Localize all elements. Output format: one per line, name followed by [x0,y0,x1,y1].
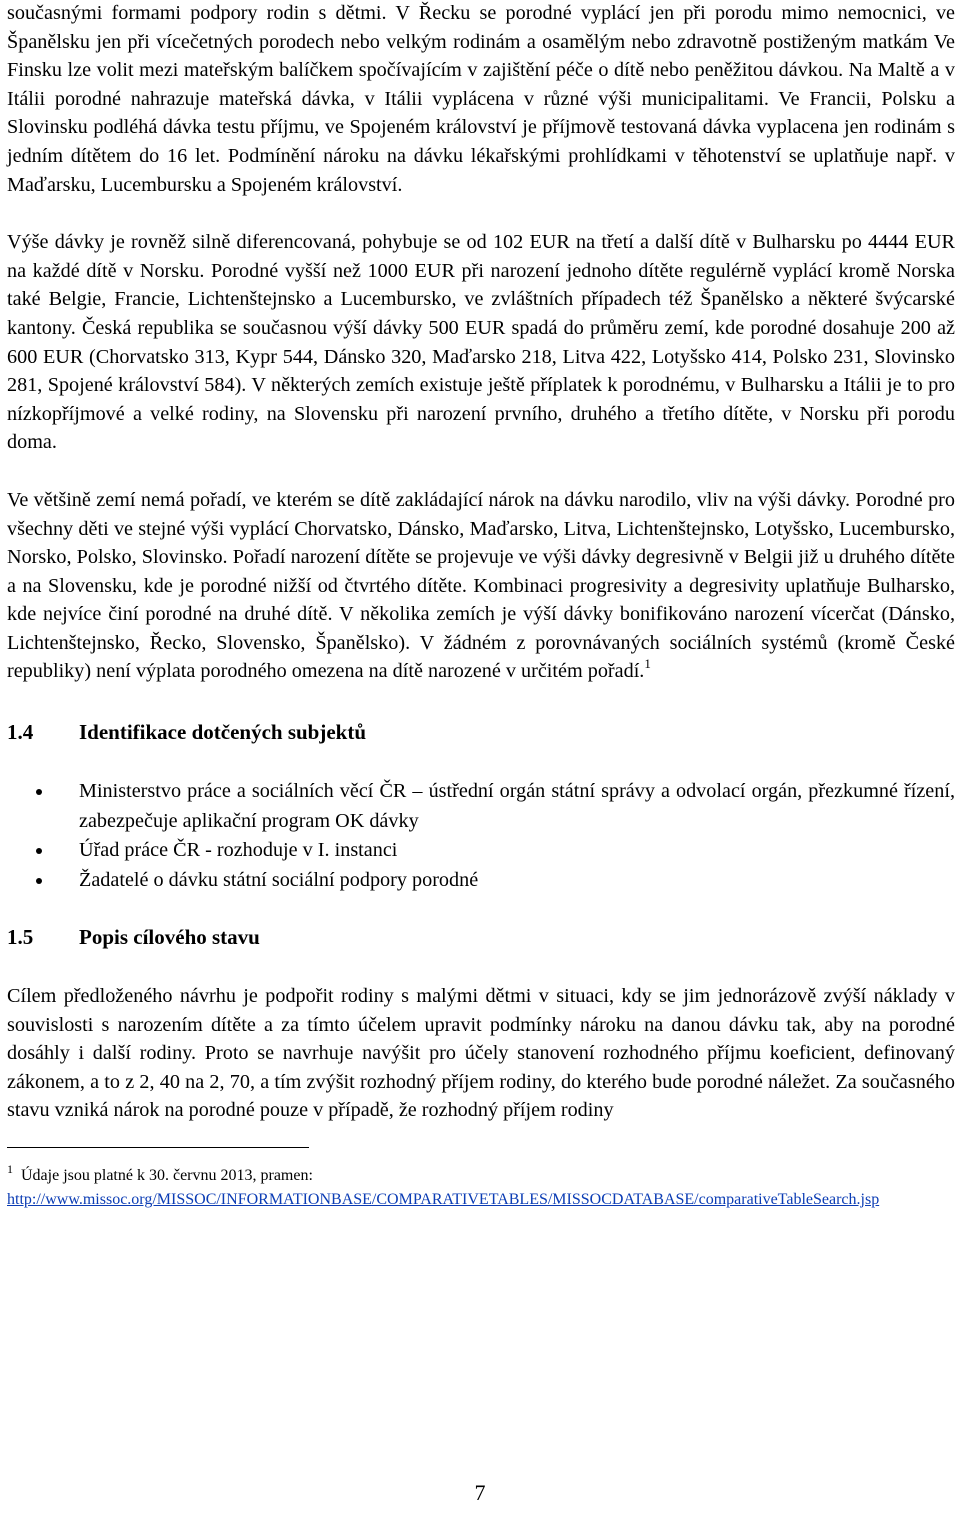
section-title: Identifikace dotčených subjektů [79,720,367,745]
paragraph-benefit-conditions: současnými formami podpory rodin s dětmi. V Řecku se porodné vyplácí jen při porodu mimo nemocnici, ve Španělsku jen při vícečetných porodech nebo velkým rodinám a osamělým nebo zdravotně postiženým matkám Ve Finsku lze volit mezi mateřským balíčkem spočívajícím v zajištění péče o dítě nebo peněžitou dávkou. Na Maltě a v Itálii porodné nahrazuje mateřská dávka, v Itálii vyplácena v různé výši municipalitami. Ve Francii, Polsku a Slovinsku podléhá dávka testu příjmu, ve Spojeném království je příjmově testovaná dávka vyplacena jen rodinám s jedním dítětem do 16 let. Podmínění nároku na dávku lékařskými prohlídkami v těhotenství se uplatňuje např. v Maďarsku, Lucembursku a Spojeném království. [7,2,955,196]
affected-entities-list [7,777,955,895]
paragraph-birth-order-text: Ve většině zemí nemá pořadí, ve kterém se dítě zakládající nárok na dávku narodilo, vliv na výši dávky. Porodné pro všechny děti ve stejné výši vyplácí Chorvatsko, Dánsko, Maďarsko, Litva, Lichtenštejnsko, Lotyšsko, Lucembursko, Norsko, Polsko, Slovinsko. Pořadí narození dítěte se projevuje ve výši dávky degresivně v Belgii již u druhého dítěte a na Slovensku, kde je porodné nižší od čtvrtého dítěte. Kombinaci progresivity a degresivity uplatňuje Bulharsko, kde nejvíce činí porodné na druhé dítě. V několika zemích je výší dávky bonifikováno narození vícerčat (Dánsko, Lichtenštejnsko, Řecko, Slovensko, Španělsko). V žádném z porovnávaných sociálních systémů (kromě České republiky) není výplata porodného omezena na dítě narozené v určitém pořadí. [7,488,955,683]
paragraph-target-state: Cílem předloženého návrhu je podpořit rodiny s malými dětmi v situaci, kdy se jim jednorázově zvýší náklady v souvislosti s narozením dítěte a za tímto účelem upravit podmínky nároku na danou dávku tak, aby na porodné dosáhly i další rodiny. Proto se navrhuje navýšit pro účely stanovení rozhodného příjmu koeficient, definovaný zákonem, a to z 2, 40 na 2, 70, a tím zvýšit rozhodný příjem rodiny, do kterého bude porodné náležet. Za současného stavu vzniká nárok na porodné pouze v případě, že rozhodný příjem rodiny [7,985,955,1122]
bullet-icon [36,848,42,854]
footnote [7,1164,955,1212]
footnote-separator [7,1147,309,1148]
section-heading-1-4 [7,718,955,746]
section-number: 1.4 [7,720,34,745]
list-item-text: Žadatelé o dávku státní sociální podpory porodné [79,868,479,891]
footnote-text: Údaje jsou platné k 30. červnu 2013, pramen: [21,1167,313,1185]
section-heading-1-5 [7,923,955,951]
footnote-source-link[interactable]: http://www.missoc.org/MISSOC/INFORMATIONBASE/COMPARATIVETABLES/MISSOCDATABASE/comparativeTableSearch.jsp [7,1191,880,1209]
list-item [7,777,955,836]
footnote-marker: 1 [7,1162,13,1177]
list-item-text: Ministerstvo práce a sociálních věcí ČR – ústřední orgán státní správy a odvolací orgán, přezkumné řízení, zabezpečuje aplikační program OK dávky [79,780,955,832]
document-page [7,0,955,1212]
paragraph-birth-order [7,486,955,686]
section-number: 1.5 [7,925,34,950]
list-item [7,836,955,866]
bullet-icon [36,878,42,884]
list-item [7,866,955,896]
paragraph-benefit-amounts: Výše dávky je rovněž silně diferencovaná, pohybuje se od 102 EUR na třetí a další dítě v Bulharsku po 4444 EUR na každé dítě v Norsku. Porodné vyšší než 1000 EUR při narození jednoho dítěte regulérně vyplácí kromě Norska také Belgie, Francie, Lichtenštejnsko a Lucembursko, ve zvláštních případech též Španělsko a některé švýcarské kantony. Česká republika se současnou výší dávky 500 EUR spadá do průměru zemí, kde porodné dosahuje 200 až 600 EUR (Chorvatsko 313, Kypr 544, Dánsko 320, Maďarsko 218, Litva 422, Lotyšsko 414, Polsko 231, Slovinsko 281, Spojené království 584). V některých zemích existuje ještě příplatek k porodnému, v Bulharsku a Itálii je to pro nízkopříjmové a velké rodiny, na Slovensku při narození prvního, druhého a třetího dítěte, v Norsku při porodu doma. [7,231,955,454]
bullet-icon [36,789,42,795]
page-number: 7 [474,1480,486,1505]
footnote-reference[interactable]: 1 [644,656,651,672]
list-item-text: Úřad práce ČR - rozhoduje v I. instanci [79,839,398,862]
section-title: Popis cílového stavu [79,925,260,950]
